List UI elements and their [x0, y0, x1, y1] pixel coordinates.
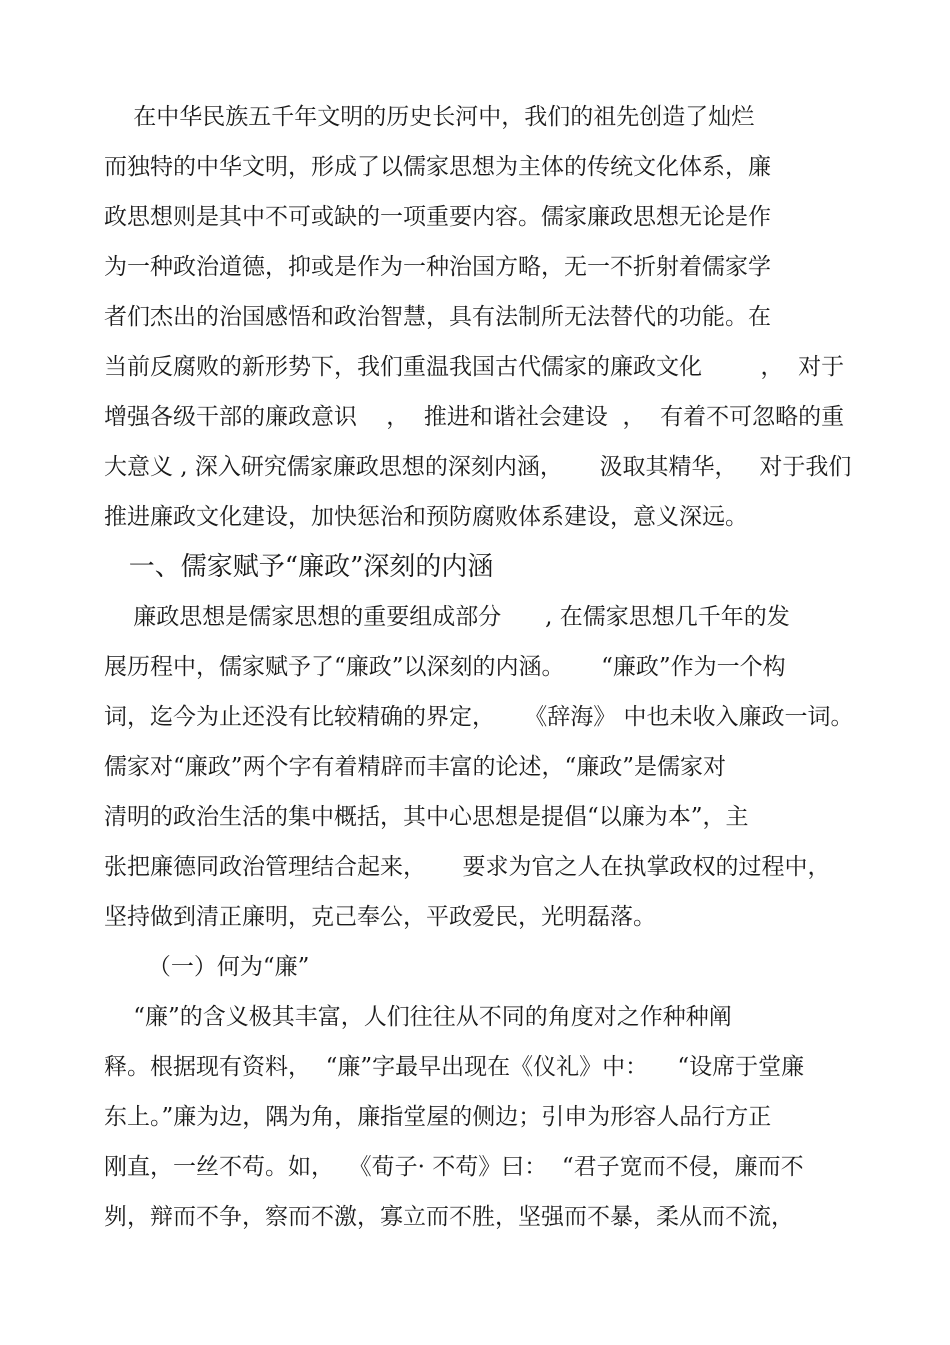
text-line: 东上。”廉为边，隅为角，廉指堂屋的侧边；引申为形容人品行方正 [104, 1104, 772, 1130]
text-line: 张把廉德同政治管理结合起来， 要求为官之人在执掌政权的过程中， [104, 854, 831, 880]
text-line: “廉”的含义极其丰富，人们往往从不同的角度对之作种种阐 [104, 1004, 732, 1030]
subsection-heading: （一）何为“廉” [104, 954, 310, 980]
text-line: 政思想则是其中不可或缺的一项重要内容。儒家廉政思想无论是作 [104, 204, 771, 230]
text-line: 释。根据现有资料， “廉”字最早出现在《仪礼》中： “设席于堂廉 [104, 1054, 805, 1080]
text-line: 者们杰出的治国感悟和政治智慧，具有法制所无法替代的功能。在 [104, 304, 771, 330]
text-line: 坚持做到清正廉明，克己奉公，平政爱民，光明磊落。 [104, 904, 656, 930]
text-line: 刚直，一丝不苟。如， 《荀子· 不苟》曰： “君子宽而不侵，廉而不 [104, 1154, 804, 1180]
text-line: 展历程中，儒家赋予了“廉政”以深刻的内涵。 “廉政”作为一个构 [104, 654, 786, 680]
text-line: 廉政思想是儒家思想的重要组成部分 , 在儒家思想几千年的发 [104, 604, 790, 630]
text-line: 清明的政治生活的集中概括，其中心思想是提倡“以廉为本”，主 [104, 804, 749, 830]
text-line: 词，迄今为止还没有比较精确的界定， 《辞海》 中也未收入廉政一词。 [104, 704, 854, 730]
text-line: 为一种政治道德，抑或是作为一种治国方略，无一不折射着儒家学 [104, 254, 771, 280]
text-line: 增强各级干部的廉政意识 ， 推进和谐社会建设 ， 有着不可忽略的重 [104, 404, 845, 430]
text-line: 在中华民族五千年文明的历史长河中，我们的祖先创造了灿烂 [104, 104, 755, 130]
text-line: 儒家对“廉政”两个字有着精辟而丰富的论述，“廉政”是儒家对 [104, 754, 727, 780]
text-line: 而独特的中华文明，形成了以儒家思想为主体的传统文化体系，廉 [104, 154, 771, 180]
text-line: 当前反腐败的新形势下，我们重温我国古代儒家的廉政文化 ， 对于 [104, 354, 845, 380]
section-heading: 一、儒家赋予“廉政”深刻的内涵 [104, 552, 494, 582]
text-line: 大意义 , 深入研究儒家廉政思想的深刻内涵， 汲取其精华， 对于我们 [104, 454, 852, 480]
text-line: 推进廉政文化建设，加快惩治和预防腐败体系建设，意义深远。 [104, 504, 748, 530]
text-line: 刿，辩而不争，察而不激，寡立而不胜，坚强而不暴，柔从而不流， [104, 1204, 794, 1230]
